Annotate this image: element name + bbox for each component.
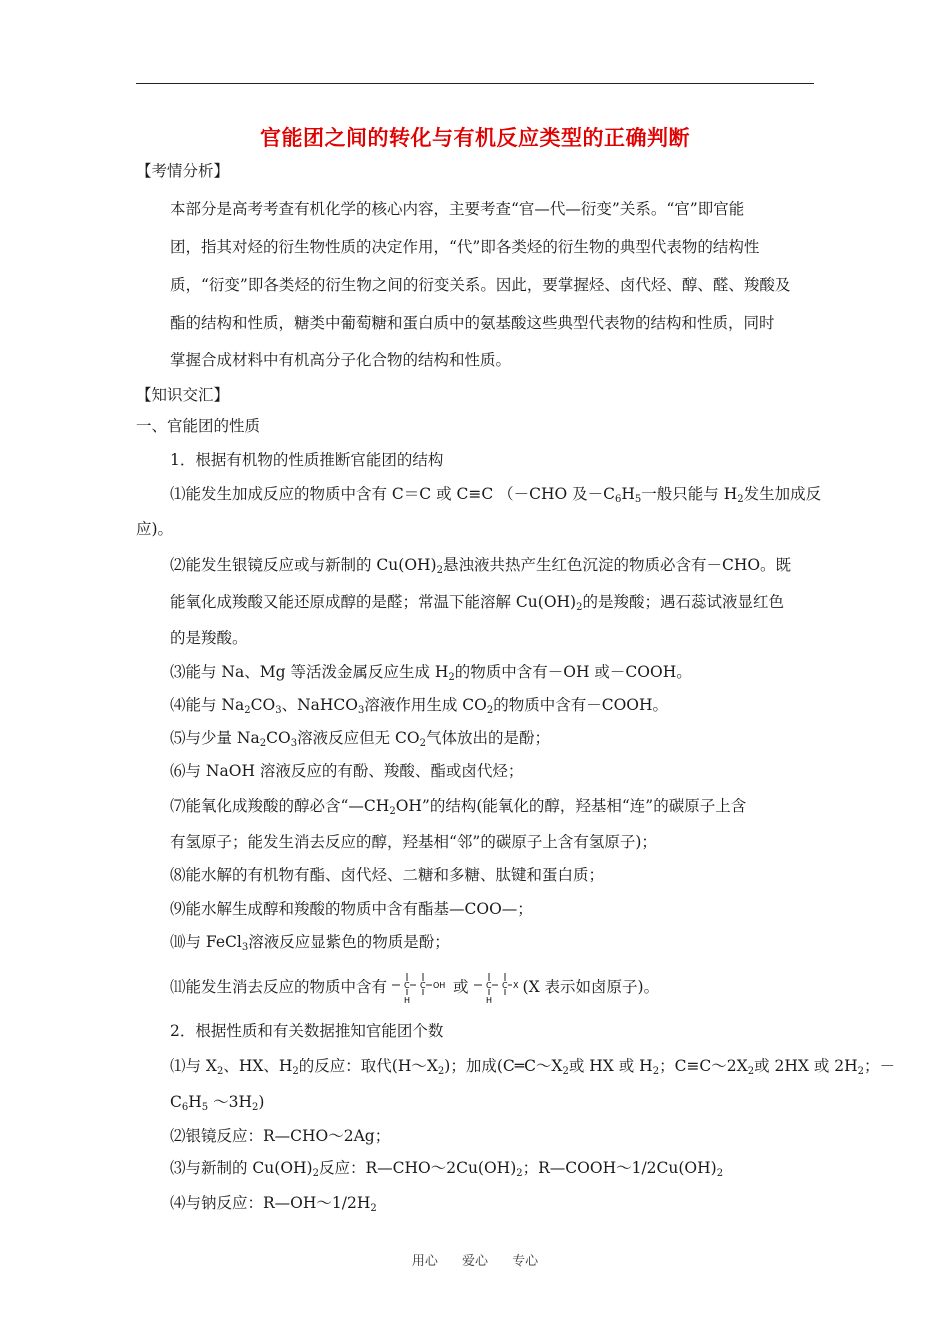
header-rule <box>136 83 814 84</box>
item-4: ⑷能与 $Na_2CO_3$、NaHCO$_3$溶液作用生成 $CO_2$的物质中含有－COOH。 <box>170 696 668 716</box>
section-heading-zhishi: 【知识交汇】 <box>136 386 230 404</box>
struct-atom-h: H <box>485 996 492 1005</box>
item-10: ⑽与 FeCl$_3$溶液反应显紫色的物质是酚； <box>170 933 450 953</box>
struct-group-x: X <box>512 981 519 990</box>
struct-atom-c: C <box>501 981 508 990</box>
item-2-line-2: 能氧化成羧酸又能还原成醇的是醛；常温下能溶解 $Cu(OH)_2$的是羧酸；遇石蕊试液显红色 <box>170 593 784 613</box>
item-1-line-2: 应)。 <box>136 520 174 538</box>
struct-group-oh: OH <box>433 981 446 990</box>
section-heading-kaoqing: 【考情分析】 <box>136 162 230 180</box>
item2-4: ⑷与钠反应：$R—OH\sim 1/2H_2$ <box>170 1194 377 1214</box>
subheading-2: 2．根据性质和有关数据推知官能团个数 <box>170 1022 444 1040</box>
footer-word: 用心 <box>411 1254 438 1269</box>
item-2-line-1: ⑵能发生银镜反应或与新制的 $Cu(OH)_2$悬浊液共热产生红色沉淀的物质必含有－CHO。既 <box>170 556 792 576</box>
page-footer <box>0 1250 950 1269</box>
subheading-1: 1．根据有机物的性质推断官能团的结构 <box>170 451 444 469</box>
item2-2: ⑵银镜反应：R—CHO～2Ag； <box>170 1127 391 1145</box>
item-7-line-2: 有氢原子；能发生消去反应的醇，羟基相“邻”的碳原子上含有氢原子)； <box>170 833 657 851</box>
heading-1: 一、官能团的性质 <box>136 417 261 435</box>
item-5: ⑸与少量 $Na_2CO_3$溶液反应但无 $CO_2$气体放出的是酚； <box>170 729 550 749</box>
analysis-line: 团，指其对烃的衍生物性质的决定作用，“代”即各类烃的衍生物的典型代表物的结构性 <box>170 238 760 256</box>
halide-elimination-structure <box>472 971 520 1005</box>
analysis-line: 本部分是高考考查有机化学的核心内容，主要考查“官—代—衍变”关系。“官”即官能 <box>170 200 745 218</box>
struct-atom-c: C <box>404 981 410 990</box>
item2-1-line-2: $C_6H_5$ $\sim 3H_2$) <box>170 1093 265 1113</box>
item-8: ⑻能水解的有机物有酯、卤代烃、二糖和多糖、肽键和蛋白质； <box>170 866 605 884</box>
struct-atom-c: C <box>420 981 426 990</box>
item-2-line-3: 的是羧酸。 <box>170 629 248 647</box>
item-7-line-1: ⑺能氧化成羧酸的醇必含“$—CH_2OH$”的结构(能氧化的醇，羟基相“连”的碳原子上含 <box>170 797 747 817</box>
item2-1-line-1: ⑴与 $X_2$、HX、$H_2$的反应：取代$(H\sim X_2)$；加成($C═C\sim X_2$或 HX 或 $H_2$；$C\equiv C\sim 2X_2$或 2HX 或 $2H_2$；－ <box>170 1057 896 1077</box>
footer-word: 爱心 <box>461 1254 488 1269</box>
item-9: ⑼能水解生成醇和羧酸的物质中含有酯基—COO—； <box>170 900 533 918</box>
struct-atom-c: C <box>485 981 492 990</box>
analysis-line: 酯的结构和性质，糖类中葡萄糖和蛋白质中的氨基酸这些典型代表物的结构和性质，同时 <box>170 314 775 332</box>
struct-atom-h: H <box>404 996 411 1005</box>
analysis-line: 掌握合成材料中有机高分子化合物的结构和性质。 <box>170 351 512 369</box>
footer-word: 专心 <box>512 1254 539 1269</box>
alcohol-elimination-structure <box>390 971 450 1005</box>
item-6: ⑹与 NaOH 溶液反应的有酚、羧酸、酯或卤代烃； <box>170 762 524 780</box>
analysis-line: 质，“衍变”即各类烃的衍生物之间的衍变关系。因此，要掌握烃、卤代烃、醇、醛、羧酸及 <box>170 276 791 294</box>
item-1-line-1: ⑴能发生加成反应的物质中含有 C＝C 或 C≡C （－CHO 及$-C_6H_5$一般只能与 $H_2$发生加成反 <box>170 485 822 505</box>
page-title: 官能团之间的转化与有机反应类型的正确判断 <box>260 125 690 150</box>
item-3: ⑶能与 Na、Mg 等活泼金属反应生成 $H_2$的物质中含有－OH 或－COOH。 <box>170 663 692 683</box>
item2-3: ⑶与新制的 $Cu(OH)_2$反应：$R—CHO\sim 2Cu(OH)_2$；$R—COOH\sim 1/2Cu(OH)_2$ <box>170 1159 724 1179</box>
item-11: ⑾能发生消去反应的物质中含有 C H C OH 或 C H C X (X 表示如卤原子)。 <box>170 971 659 1005</box>
